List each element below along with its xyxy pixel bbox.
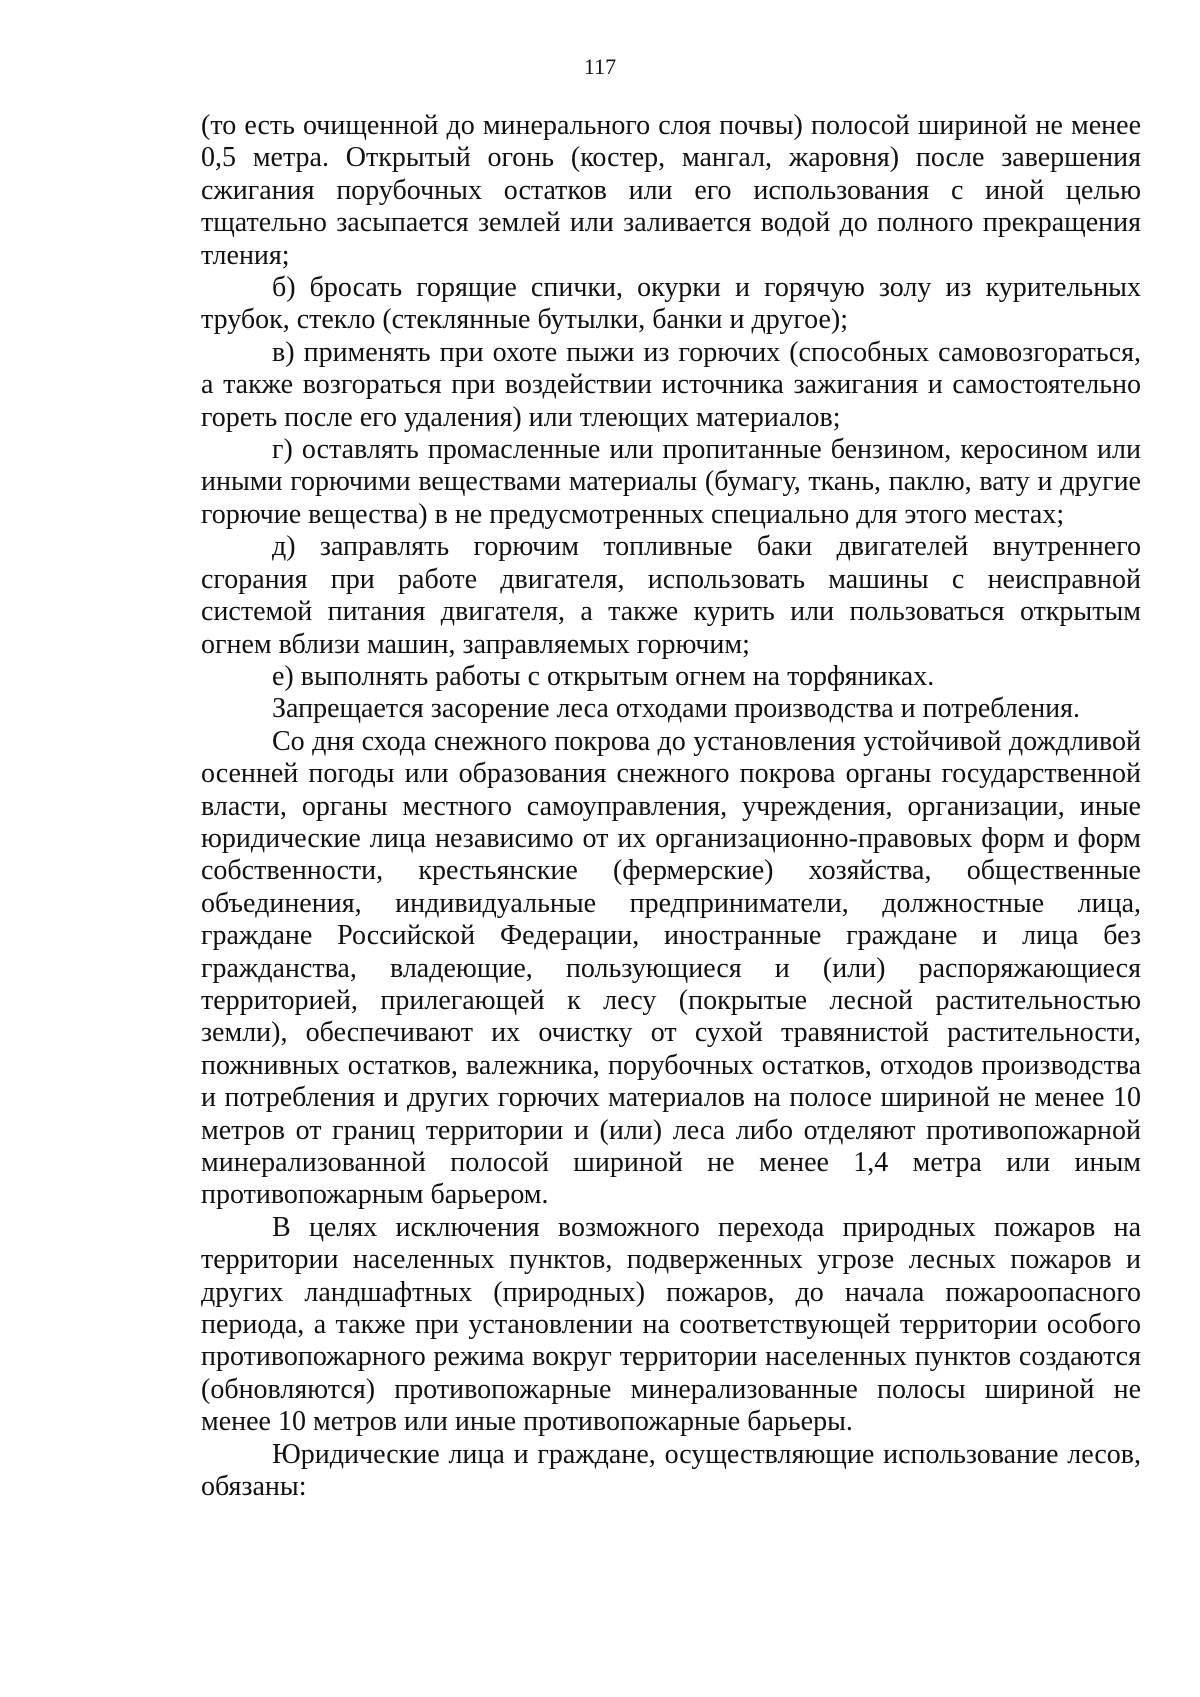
paragraph-item-e: е) выполнять работы с открытым огнем на торфяниках.	[272, 660, 935, 692]
paragraph-continuation: (то есть очищенной до минерального слоя почвы) полосой шириной не менее 0,5 метра. Открытый огонь (костер, мангал, жаровня) после завершения сжигания порубочных остатков или его использования с иной целью тщательно засыпается землей или заливается водой до полного прекращения тления;	[201, 110, 1141, 271]
paragraph-obligations-intro: Юридические лица и граждане, осуществляющие использование лесов, обязаны:	[201, 1438, 1141, 1503]
paragraph-item-g: г) оставлять промасленные или пропитанные бензином, керосином или иными горючими веществами материалы (бумагу, ткань, паклю, вату и другие горючие вещества) в не предусмотренных специально для этого местах;	[201, 434, 1141, 530]
paragraph-item-b: б) бросать горящие спички, окурки и горячую золу из курительных трубок, стекло (стеклянные бутылки, банки и другое);	[201, 272, 1141, 336]
document-body	[201, 110, 1141, 1503]
paragraph-forest-littering: Запрещается засорение леса отходами производства и потребления.	[272, 693, 1081, 725]
paragraph-item-d: д) заправлять горючим топливные баки двигателей внутреннего сгорания при работе двигателя, использовать машины с неисправной системой питания двигателя, а также курить или пользоваться открытым огнем вблизи машин, заправляемых горючим;	[201, 531, 1141, 660]
paragraph-fire-barriers: В целях исключения возможного перехода природных пожаров на территории населенных пунктов, подверженных угрозе лесных пожаров и других ландшафтных (природных) пожаров, до начала пожароопасного периода, а также при установлении на соответствующей территории особого противопожарного режима вокруг территории населенных пунктов создаются (обновляются) противопожарные минерализованные полосы шириной не менее 10 метров или иные противопожарные барьеры.	[201, 1211, 1141, 1438]
paragraph-clearing-obligation: Со дня схода снежного покрова до установления устойчивой дождливой осенней погоды или образования снежного покрова органы государственной власти, органы местного самоуправления, учреждения, организации, иные юридические лица независимо от их организационно-правовых форм и форм собственности, крестьянские (фермерские) хозяйства, общественные объединения, индивидуальные предприниматели, должностные лица, граждане Российской Федерации, иностранные граждане и лица без гражданства, владеющие, пользующиеся и (или) распоряжающиеся территорией, прилегающей к лесу (покрытые лесной растительностью земли), обеспечивают их очистку от сухой травянистой растительности, пожнивных остатков, валежника, порубочных остатков, отходов производства и потребления и других горючих материалов на полосе шириной не менее 10 метров от границ территории и (или) леса либо отделяют противопожарной минерализованной полосой шириной не менее 1,4 метра или иным противопожарным барьером.	[201, 725, 1141, 1211]
page-number: 117	[583, 54, 617, 79]
paragraph-item-v: в) применять при охоте пыжи из горючих (способных самовозгораться, а также возгораться при воздействии источника зажигания и самостоятельно гореть после его удаления) или тлеющих материалов;	[201, 336, 1141, 433]
